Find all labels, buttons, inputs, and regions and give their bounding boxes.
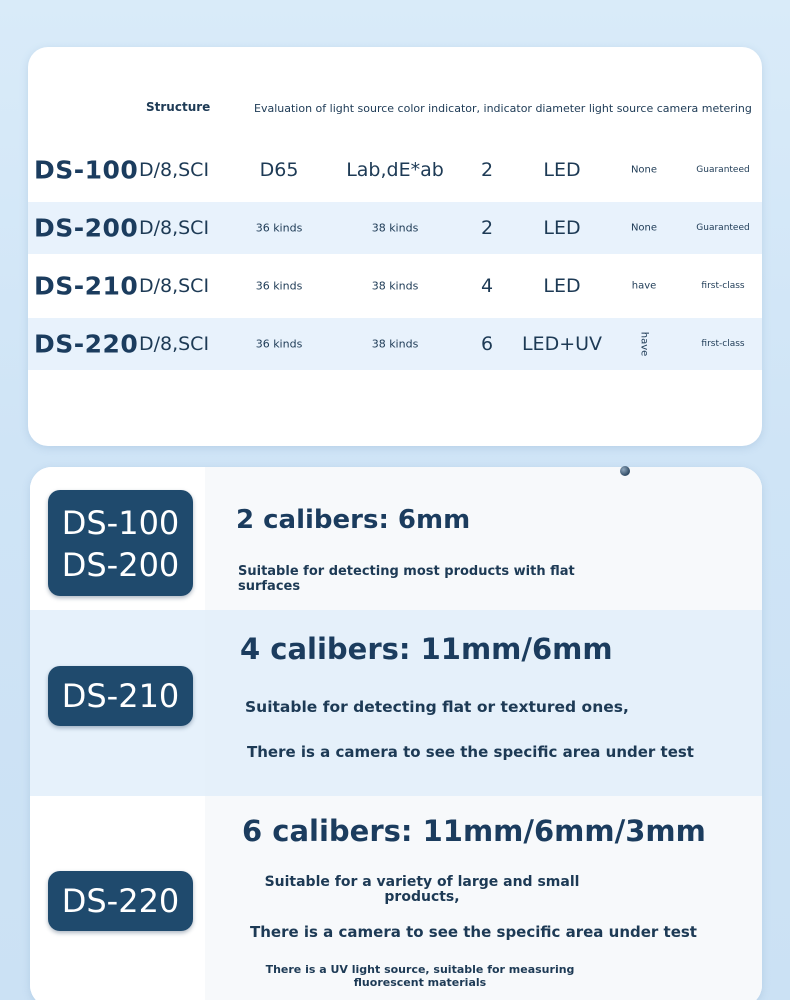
grade-value: first-class [701,339,745,349]
spec-comparison-table [28,47,762,446]
camera-value: have [638,331,650,357]
caliber-count: 6 [480,333,494,355]
feature-section-ds100-ds200 [30,467,762,610]
column-header-evaluation: Evaluation of light source color indicator, indicator diameter light source camera metering [254,102,752,115]
model-name: DS-200 [34,213,139,243]
table-row [28,144,762,196]
table-row [28,318,762,370]
feature-description: There is a camera to see the specific area under test [247,743,694,761]
grade-value: Guaranteed [696,165,750,175]
light-source-value: LED+UV [521,333,603,355]
structure-value: D/8,SCI [138,333,210,355]
model-badge-label: DS-200 [61,546,180,584]
color-space-value: 38 kinds [371,279,419,293]
feature-section-ds220 [30,796,762,1000]
light-source-value: LED [543,159,581,181]
model-badge [48,871,193,931]
table-row [28,260,762,312]
structure-value: D/8,SCI [138,275,210,297]
caliber-feature-card [30,467,762,1000]
table-row [28,202,762,254]
model-badge-label: DS-100 [61,504,180,542]
model-badge-label: DS-220 [61,882,180,920]
structure-value: D/8,SCI [138,159,210,181]
color-space-value: Lab,dE*ab [346,159,444,181]
feature-section-ds210 [30,610,762,796]
feature-description: Suitable for a variety of large and small products, [264,874,580,905]
model-name: DS-100 [34,155,139,185]
grade-value: first-class [701,281,745,291]
model-badge-label: DS-210 [61,677,180,715]
model-name: DS-220 [34,329,139,359]
feature-description: Suitable for detecting most products with flat surfaces [238,564,575,594]
caliber-count: 2 [480,159,494,181]
caliber-title: 2 calibers: 6mm [236,505,471,535]
decorative-dot-icon [620,466,630,476]
camera-value: have [631,280,657,292]
illuminant-value: 36 kinds [255,221,303,235]
structure-value: D/8,SCI [138,217,210,239]
model-badge [48,490,193,596]
feature-description: There is a UV light source, suitable for measuring fluorescent materials [265,963,575,989]
caliber-title: 6 calibers: 11mm/6mm/3mm [242,814,706,848]
color-space-value: 38 kinds [371,337,419,351]
feature-description: Suitable for detecting flat or textured ones, [245,698,629,716]
column-header-structure: Structure [146,100,211,114]
model-name: DS-210 [34,271,139,301]
grade-value: Guaranteed [696,223,750,233]
caliber-count: 2 [480,217,494,239]
model-badge [48,666,193,726]
caliber-title: 4 calibers: 11mm/6mm [240,632,613,666]
feature-description: There is a camera to see the specific area under test [250,923,697,941]
illuminant-value: D65 [259,159,299,181]
illuminant-value: 36 kinds [255,279,303,293]
camera-value: None [630,164,658,176]
light-source-value: LED [543,275,581,297]
light-source-value: LED [543,217,581,239]
camera-value: None [630,222,658,234]
caliber-count: 4 [480,275,494,297]
color-space-value: 38 kinds [371,221,419,235]
illuminant-value: 36 kinds [255,337,303,351]
